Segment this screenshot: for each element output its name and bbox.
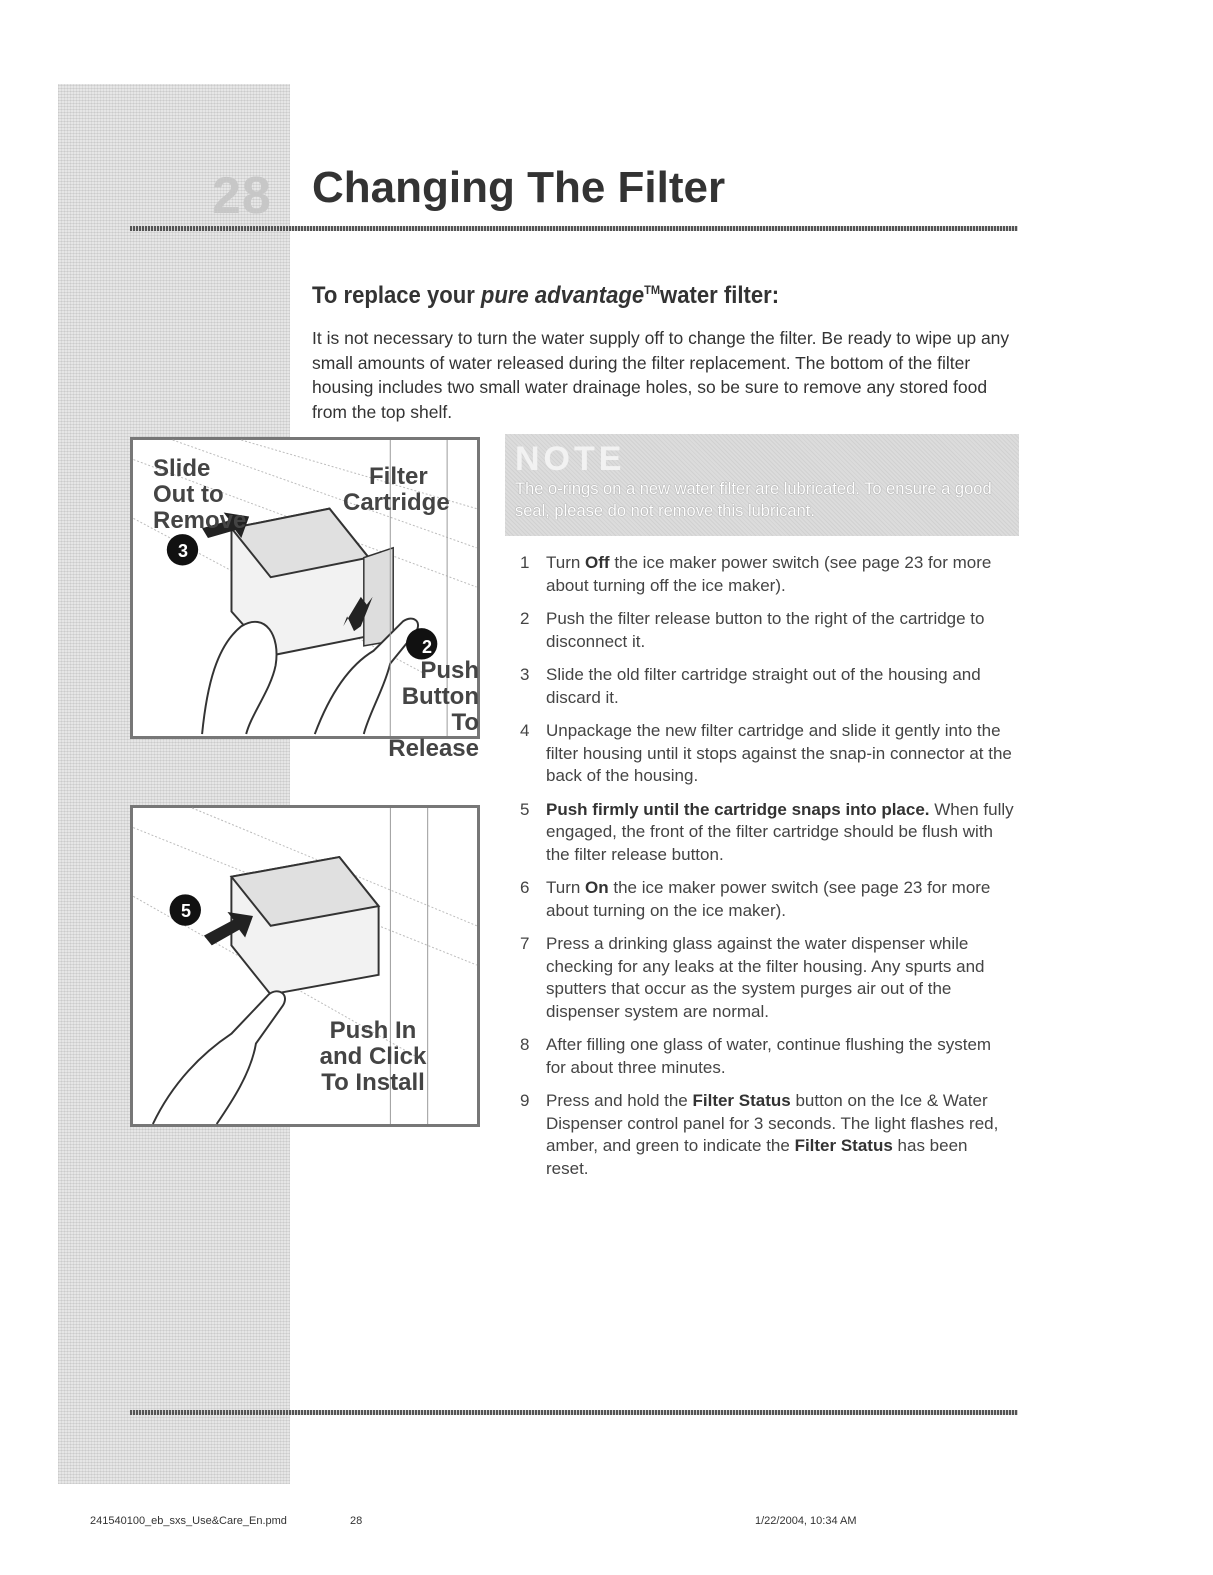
figure-install-filter — [130, 805, 480, 1127]
footer-timestamp: 1/22/2004, 10:34 AM — [755, 1515, 857, 1527]
brand-name: pure advantage — [480, 282, 645, 309]
page-title: Changing The Filter — [312, 163, 726, 212]
step-item: 7 Press a drinking glass against the water dispenser while checking for any leaks at the filter housing. Any spurts and sputters that occur as the system purges air out of the dispenser system are normal. — [520, 934, 985, 1021]
bottom-divider — [130, 1410, 1018, 1415]
section-heading-post: water filter: — [660, 282, 780, 309]
decorative-sidebar — [58, 84, 290, 1484]
label-slide-out: Slide Out to Remove — [153, 455, 247, 534]
label-push-button: Push Button To Release — [388, 657, 479, 762]
section-heading-pre: To replace your — [312, 282, 481, 309]
label-push-in: Push In and Click To Install — [319, 1017, 427, 1096]
step-item: 1 Turn Off the ice maker power switch (see page 23 for more about turning off the ice maker). — [520, 553, 992, 595]
steps-list — [520, 552, 1014, 1191]
step-item: 8 After filling one glass of water, continue flushing the system for about three minutes. — [520, 1035, 992, 1077]
step-item: 3 Slide the old filter cartridge straight out of the housing and discard it. — [520, 665, 981, 707]
trademark: TM — [644, 283, 661, 297]
step-item: 9 Press and hold the Filter Status button on the Ice & Water Dispenser control panel for 3 seconds. The light flashes red, amber, and green to indicate the Filter Status has been reset. — [520, 1091, 999, 1178]
note-text: The o-rings on a new water filter are lubricated. To ensure a good seal, please do not remove this lubricant. — [515, 480, 992, 520]
badge-step-5: 5 — [180, 901, 191, 921]
badge-step-3: 3 — [177, 541, 188, 561]
top-divider — [130, 226, 1018, 231]
page-number: 28 — [212, 167, 272, 225]
step-item: 2 Push the filter release button to the right of the cartridge to disconnect it. — [520, 609, 985, 651]
step-item: 6 Turn On the ice maker power switch (see page 23 for more about turning on the ice maker). — [520, 878, 991, 920]
step-item: 5 Push firmly until the cartridge snaps into place. When fully engaged, the front of the filter cartridge should be flush with the filter release button. — [520, 799, 1014, 864]
footer-page: 28 — [350, 1515, 363, 1527]
note-box — [505, 434, 1019, 536]
note-title: NOTE — [515, 440, 626, 478]
intro-paragraph: It is not necessary to turn the water supply off to change the filter. Be ready to wipe up any small amounts of water released during the filter replacement. The bottom of the filter housing includes two small water drainage holes, so be sure to remove any stored food from the top shelf. — [312, 328, 1010, 422]
step-item: 4 Unpackage the new filter cartridge and slide it gently into the filter housing until it stops against the snap-in connector at the back of the housing. — [520, 721, 1012, 785]
section-heading — [312, 282, 779, 310]
footer-filename: 241540100_eb_sxs_Use&Care_En.pmd — [90, 1515, 287, 1527]
label-filter-cartridge: Filter Cartridge — [343, 463, 450, 516]
figure-remove-filter — [130, 437, 480, 762]
badge-step-2: 2 — [421, 637, 432, 657]
